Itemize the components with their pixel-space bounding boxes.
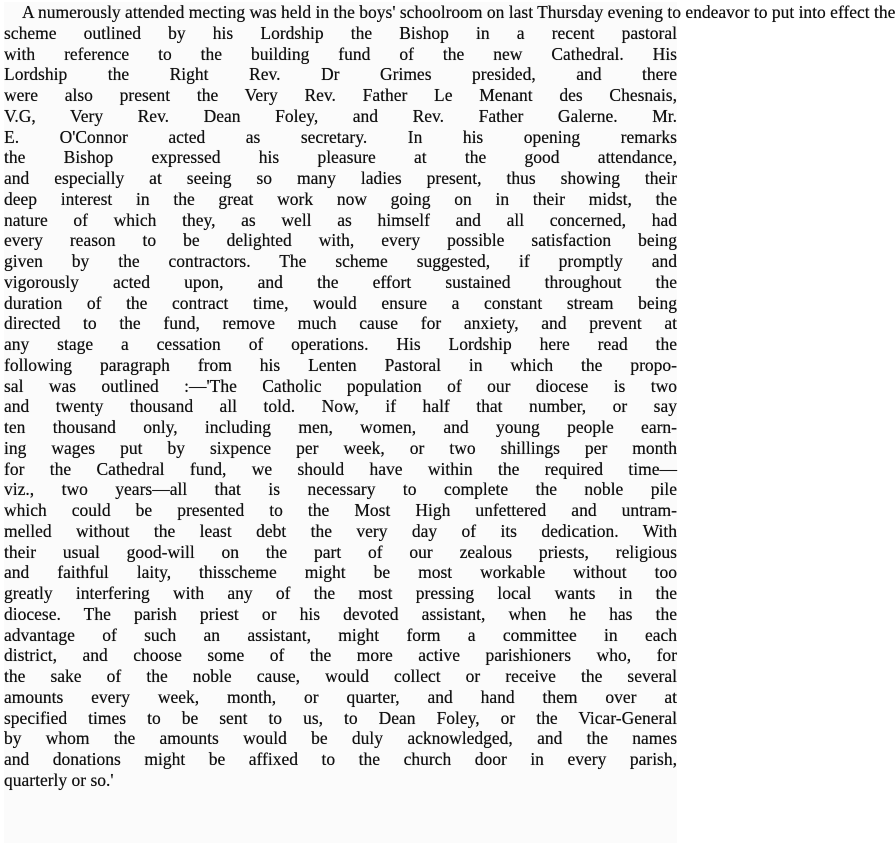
article-line: and donations might be affixed to the church door in every parish,: [4, 749, 677, 769]
article-line: ten thousand only, including men, women, and young people earn-: [4, 417, 677, 437]
article-line: given by the contractors. The scheme suggested, if promptly and: [4, 251, 677, 271]
article-line: ing wages put by sixpence per week, or two shillings per month: [4, 437, 677, 458]
article-line: greatly interfering with any of the most pressing local wants in the: [4, 583, 677, 603]
article-line: diocese. The parish priest or his devoted assistant, when he has the: [4, 603, 677, 624]
article-line: and twenty thousand all told. Now, if half that number, or say: [4, 396, 677, 417]
article-line: their usual good-will on the part of our zealous priests, religious: [4, 541, 677, 562]
article-line: sal was outlined :—'The Catholic population of our diocese is two: [4, 375, 677, 396]
article-line: following paragraph from his Lenten Pastoral in which the propo-: [4, 354, 677, 375]
article-line: deep interest in the great work now going on in their midst, the: [4, 188, 677, 209]
article-line: by whom the amounts would be duly acknowledged, and the names: [4, 728, 677, 749]
article-line: the sake of the noble cause, would collect or receive the several: [4, 666, 677, 686]
article-line: duration of the contract time, would ensure a constant stream being: [4, 292, 677, 313]
article-line: for the Cathedral fund, we should have within the required time—: [4, 458, 677, 479]
article-line: E. O'Connor acted as secretary. In his opening remarks: [4, 126, 677, 147]
article-line: melled without the least debt the very day of its dedication. With: [4, 520, 677, 541]
article-line: which could be presented to the Most High unfettered and untram-: [4, 500, 677, 520]
article-line: the Bishop expressed his pleasure at the good attendance,: [4, 147, 677, 168]
article-line: and faithful laity, thisscheme might be most workable without too: [4, 562, 677, 583]
article-line: Lordship the Right Rev. Dr Grimes presided, and there: [4, 64, 677, 85]
article-line: A numerously attended mecting was held in the boys' schoolroom on last Thursday evening to endeavor to put into effect the: [22, 2, 895, 22]
article-line: any stage a cessation of operations. His Lordship here read the: [4, 334, 677, 354]
article-line: viz., two years—all that is necessary to complete the noble pile: [4, 479, 677, 500]
article-line: V.G, Very Rev. Dean Foley, and Rev. Father Galerne. Mr.: [4, 105, 677, 126]
newspaper-clipping: [4, 2, 895, 843]
article-line: nature of which they, as well as himself and all concerned, had: [4, 209, 677, 230]
article-line: scheme outlined by his Lordship the Bishop in a recent pastoral: [4, 22, 677, 43]
article-line: specified times to be sent to us, to Dean Foley, or the Vicar-General: [4, 707, 677, 728]
article-line: directed to the fund, remove much cause for anxiety, and prevent at: [4, 313, 677, 334]
article-line: quarterly or so.': [4, 769, 114, 790]
article-line: every reason to be delighted with, every possible satisfaction being: [4, 230, 677, 251]
article-line: district, and choose some of the more active parishioners who, for: [4, 645, 677, 666]
article-body: [4, 2, 895, 791]
article-line: advantage of such an assistant, might form a committee in each: [4, 624, 677, 645]
article-line: and especially at seeing so many ladies present, thus showing their: [4, 168, 677, 188]
article-line: with reference to the building fund of the new Cathedral. His: [4, 43, 677, 64]
article-line: amounts every week, month, or quarter, and hand them over at: [4, 686, 677, 707]
article-line: vigorously acted upon, and the effort sustained throughout the: [4, 271, 677, 292]
article-line: were also present the Very Rev. Father Le Menant des Chesnais,: [4, 85, 677, 105]
